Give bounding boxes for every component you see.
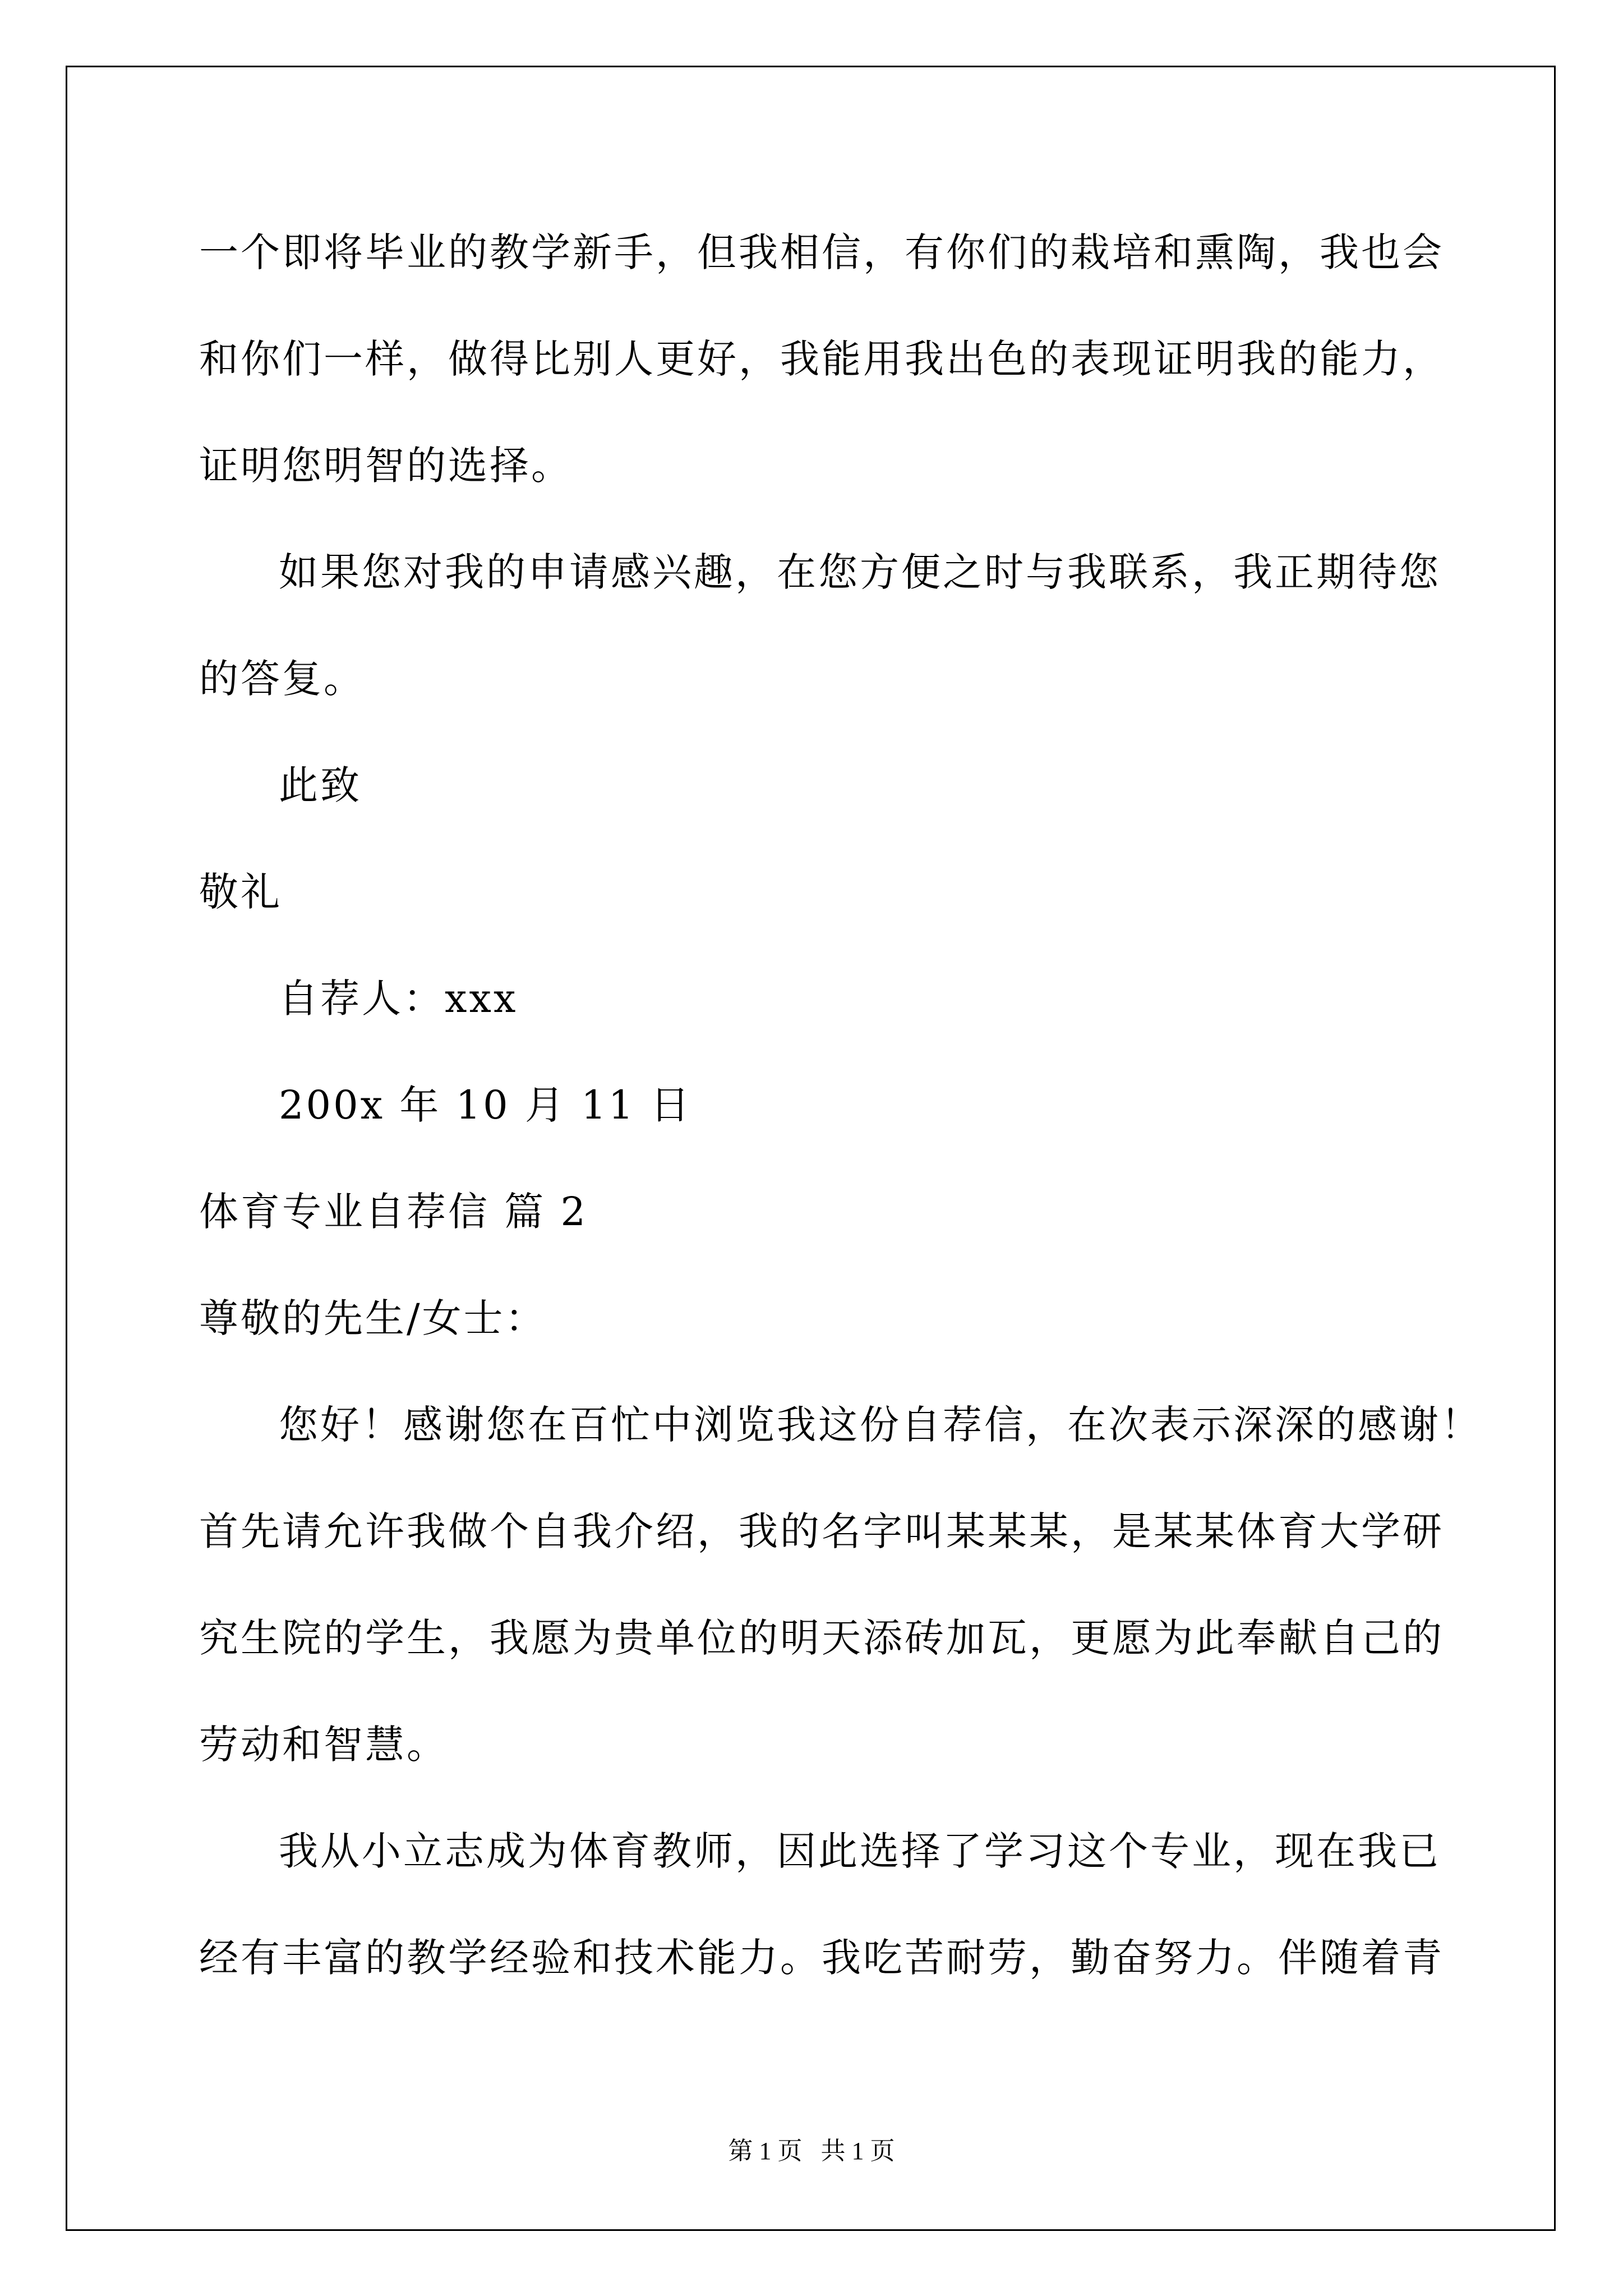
section-heading: 体育专业自荐信 篇 2	[199, 1189, 588, 1235]
body-line: 究生院的学生，我愿为贵单位的明天添砖加瓦，更愿为此奉献自己的	[199, 1615, 1444, 1661]
paragraph-first-line: 如果您对我的申请感兴趣，在您方便之时与我联系，我正期待您	[279, 549, 1441, 595]
page-frame	[66, 66, 1556, 2231]
greeting-line: 尊敬的先生/女士：	[199, 1295, 547, 1341]
body-line: 的答复。	[199, 656, 365, 702]
body-line: 劳动和智慧。	[199, 1722, 448, 1768]
body-line: 经有丰富的教学经验和技术能力。我吃苦耐劳，勤奋努力。伴随着青	[199, 1935, 1444, 1981]
closing-regards: 敬礼	[199, 869, 282, 915]
closing-salutation: 此致	[279, 762, 362, 808]
body-line: 首先请允许我做个自我介绍，我的名字叫某某某，是某某体育大学研	[199, 1508, 1444, 1554]
body-line: 一个即将毕业的教学新手，但我相信，有你们的栽培和熏陶，我也会	[199, 229, 1444, 275]
page-footer: 第 1 页 共 1 页	[728, 2137, 895, 2165]
body-line: 和你们一样，做得比别人更好，我能用我出色的表现证明我的能力，	[199, 336, 1444, 382]
paragraph-first-line: 我从小立志成为体育教师，因此选择了学习这个专业，现在我已	[279, 1828, 1441, 1874]
body-line: 证明您明智的选择。	[199, 443, 573, 489]
signature-line: 自荐人：xxx	[279, 976, 518, 1022]
paragraph-first-line: 您好！感谢您在百忙中浏览我这份自荐信，在次表示深深的感谢！	[279, 1402, 1482, 1448]
date-line: 200x 年 10 月 11 日	[279, 1082, 692, 1128]
